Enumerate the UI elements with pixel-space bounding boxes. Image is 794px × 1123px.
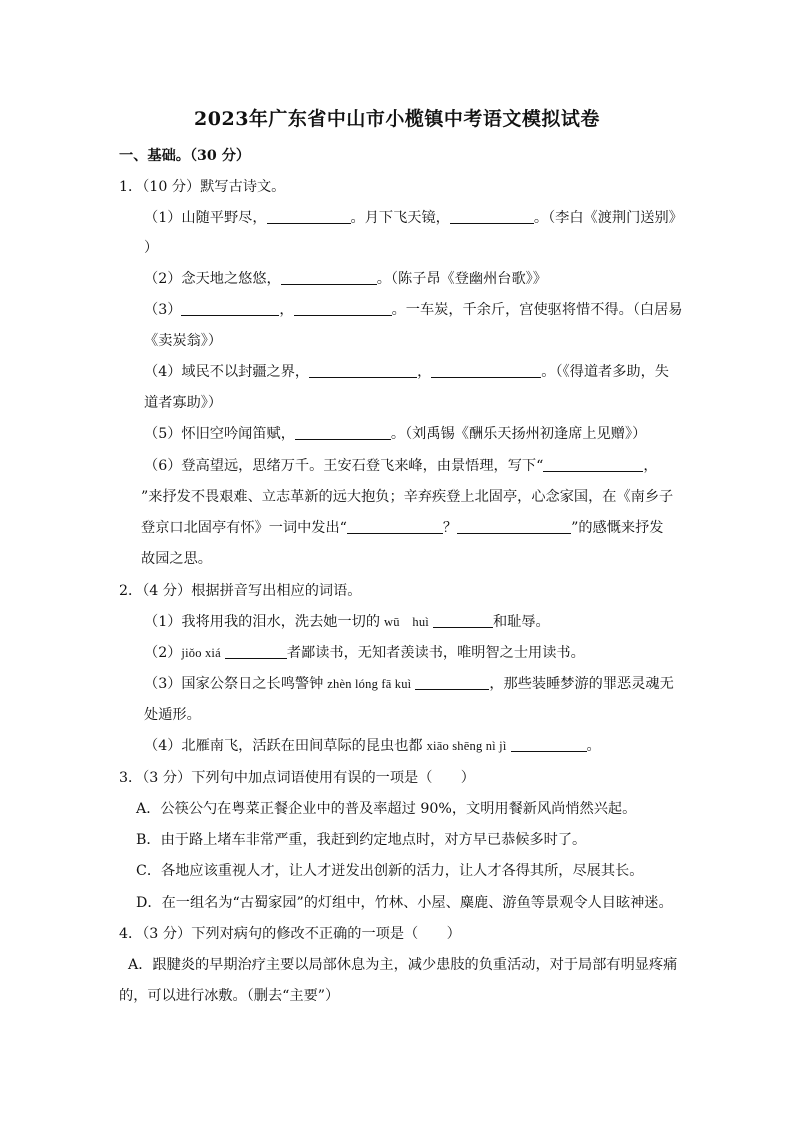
q2-item-2-text-b: 者鄙读书，无知者羡读书，唯明智之士用读书。 xyxy=(286,645,585,661)
question-1-header: 1．（10 分）默写古诗文。 xyxy=(119,179,286,195)
q2-item-2 xyxy=(144,643,585,663)
q2-item-1-text-a: （1）我将用我的泪水，洗去她一切的 xyxy=(144,614,381,630)
q1-item-1-cont: ） xyxy=(144,240,159,256)
answer-blank[interactable] xyxy=(225,644,287,659)
q4-option-a: A．跟腱炎的早期治疗主要以局部休息为主，减少患肢的负重活动，对于局部有明显疼痛 xyxy=(128,957,678,973)
pinyin-hint: jiǒo xiá xyxy=(181,646,221,660)
q1-item-6-text-e: ？ xyxy=(442,520,458,536)
question-3-header: 3．（3 分）下列句中加点词语使用有误的一项是（ ） xyxy=(119,770,475,786)
q1-item-6-line4: 故园之思。 xyxy=(141,551,212,567)
answer-blank[interactable] xyxy=(309,363,417,378)
answer-blank[interactable] xyxy=(511,737,587,752)
q1-item-4-text-b: ， xyxy=(417,364,432,380)
q1-item-5-text-b: 。（刘禹锡《酬乐天扬州初逢席上见赠》） xyxy=(390,426,647,442)
q2-item-4-text-b: 。 xyxy=(586,738,601,754)
pinyin-hint: wū huì xyxy=(384,615,429,629)
answer-blank[interactable] xyxy=(543,457,643,472)
answer-blank[interactable] xyxy=(415,675,489,690)
q1-item-6 xyxy=(144,456,658,476)
q1-item-2-text-a: （2）念天地之悠悠， xyxy=(144,271,281,287)
pinyin-hint: zhèn lóng fā kuì xyxy=(327,677,412,691)
pinyin-hint: xiāo shēng nì jì xyxy=(426,739,507,753)
answer-blank[interactable] xyxy=(347,519,443,534)
answer-blank[interactable] xyxy=(294,301,392,316)
q1-item-4-text-c: 。（《得道者多助，失 xyxy=(541,364,669,380)
q1-item-2-text-b: 。（陈子昂《登幽州台歌》》 xyxy=(376,271,547,287)
q2-item-3 xyxy=(144,674,674,694)
q1-item-1 xyxy=(144,208,683,228)
q1-item-3-text-c: 。一车炭，千余斤，宫使驱将惜不得。（白居易 xyxy=(391,302,683,318)
answer-blank[interactable] xyxy=(181,301,279,316)
q1-item-4 xyxy=(144,362,669,382)
q1-item-6-text-f: ”的感慨来抒发 xyxy=(571,520,664,536)
q1-item-6-line2: ”来抒发不畏艰难、立志革新的远大抱负；辛弃疾登上北固亭，心念家国，在《南乡子 xyxy=(141,489,674,505)
q1-item-3-cont: 《卖炭翁》） xyxy=(144,333,223,349)
q1-item-6-text-d: 登京口北固亭有怀》一词中发出“ xyxy=(141,520,347,536)
q1-item-4-cont: 道者寡助》） xyxy=(144,395,223,411)
answer-blank[interactable] xyxy=(457,519,571,534)
q2-item-1 xyxy=(144,612,550,632)
q1-item-6-text-b: ， xyxy=(643,458,658,474)
q1-item-1-text-b: 。月下飞天镜， xyxy=(350,210,450,226)
answer-blank[interactable] xyxy=(433,613,493,628)
q1-item-3-text-b: ， xyxy=(279,302,294,318)
answer-blank[interactable] xyxy=(281,270,377,285)
q2-item-1-text-b: 和耻辱。 xyxy=(492,614,550,630)
q2-item-4-text-a: （4）北雁南飞，活跃在田间草际的昆虫也都 xyxy=(144,738,423,754)
q1-item-1-text-c: 。（李白《渡荆门送别》 xyxy=(533,210,683,226)
section-heading: 一、基础。（30 分） xyxy=(119,148,251,164)
q1-item-6-text-a: （6）登高望远，思绪万千。王安石登飞来峰，由景悟理，写下“ xyxy=(144,458,544,474)
page-title: 2023年广东省中山市小榄镇中考语文模拟试卷 xyxy=(194,108,600,130)
q2-item-2-text-a: （2） xyxy=(144,645,182,661)
answer-blank[interactable] xyxy=(431,363,541,378)
q3-option-d: D．在一组名为“古蜀家园”的灯组中，竹林、小屋、麋鹿、游鱼等景观令人目眩神迷。 xyxy=(136,895,673,911)
question-4-header: 4．（3 分）下列对病句的修改不正确的一项是（ ） xyxy=(119,926,461,942)
answer-blank[interactable] xyxy=(295,425,391,440)
q1-item-3 xyxy=(144,300,682,320)
q2-item-3-text-b: ，那些装睡梦游的罪恶灵魂无 xyxy=(489,676,674,692)
q1-item-2 xyxy=(144,269,547,289)
q2-item-4 xyxy=(144,736,601,756)
q1-item-3-text-a: （3） xyxy=(144,302,182,318)
q1-item-4-text-a: （4）域民不以封疆之界， xyxy=(144,364,310,380)
answer-blank[interactable] xyxy=(267,209,351,224)
q1-item-5-text-a: （5）怀旧空吟闻笛赋， xyxy=(144,426,295,442)
q1-item-6-line3 xyxy=(141,518,663,538)
q2-item-3-text-a: （3）国家公祭日之长鸣警钟 xyxy=(144,676,324,692)
q3-option-a: A．公筷公勺在粤菜正餐企业中的普及率超过 90%，文明用餐新风尚悄然兴起。 xyxy=(136,801,637,817)
q4-option-a-cont: 的，可以进行冰敷。（删去“主要”） xyxy=(119,988,340,1004)
answer-blank[interactable] xyxy=(450,209,534,224)
q1-item-5 xyxy=(144,424,646,444)
q1-item-1-text-a: （1）山随平野尽， xyxy=(144,210,267,226)
question-2-header: 2．（4 分）根据拼音写出相应的词语。 xyxy=(119,583,362,599)
q3-option-c: C．各地应该重视人才，让人才迸发出创新的活力，让人才各得其所，尽展其长。 xyxy=(136,863,644,879)
q2-item-3-cont: 处遁形。 xyxy=(144,707,201,723)
q3-option-b: B．由于路上堵车非常严重，我赶到约定地点时，对方早已恭候多时了。 xyxy=(136,832,587,848)
